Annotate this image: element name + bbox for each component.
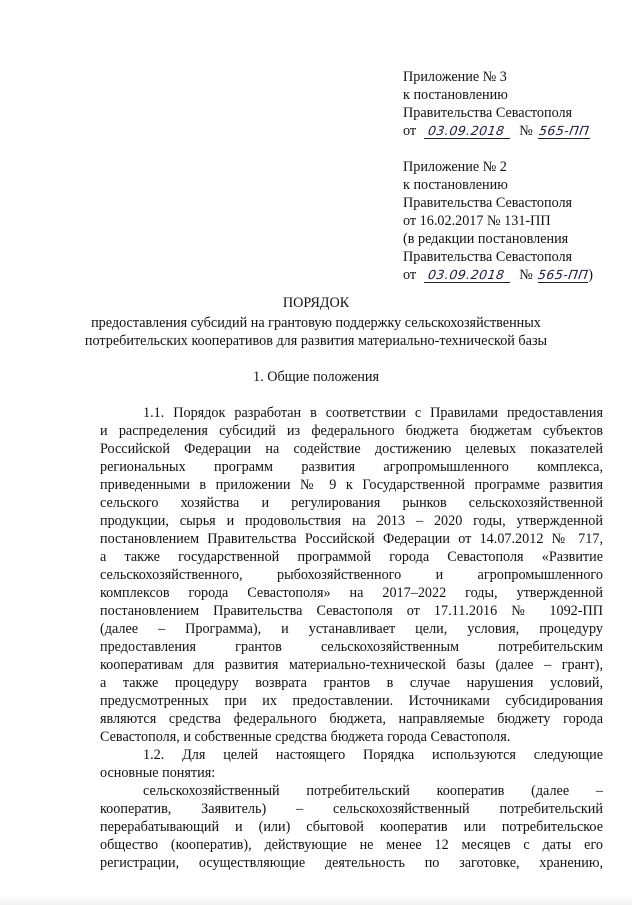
- body-line: комплексов города Севастополя» на 2017–2022 годы, утвержденной: [100, 585, 603, 601]
- body-line: продукции, сырья и продовольствия на 2013 – 2020 годы, утвержденной: [100, 513, 603, 529]
- handwritten-number: 565-ПП: [538, 123, 591, 138]
- appendix-3-line2: к постановлению: [403, 87, 508, 103]
- body-line: постановлением Правительства Севастополя от 17.11.2016 № 1092-ПП: [100, 603, 603, 619]
- body-line: кооператив, Заявитель) – сельскохозяйственный потребительский: [100, 801, 603, 817]
- body-line: являются средства федерального бюджета, направляемые бюджету города: [100, 711, 603, 727]
- closing-paren: ): [588, 267, 594, 283]
- appendix-3-line3: Правительства Севастополя: [403, 105, 573, 121]
- body-line: и распределения субсидий из федерального бюджета бюджетам субъектов: [100, 423, 603, 439]
- body-line: общество (кооператив), действующие не менее 12 месяцев с даты его: [100, 837, 603, 853]
- body-line: перерабатывающий и (или) сбытовой кооператив или потребительское: [100, 819, 603, 835]
- appendix-3-title: Приложение № 3: [403, 69, 507, 85]
- body-line: регистрации, осуществляющие деятельность по заготовке, хранению,: [100, 855, 603, 871]
- document-title: ПОРЯДОК: [282, 295, 350, 311]
- body-line: Севастополя, и собственные средства бюджета города Севастополя.: [100, 729, 511, 745]
- body-line: а также процедуру возврата грантов в случае нарушения условий,: [100, 675, 603, 691]
- body-line: сельскохозяйственного, рыбохозяйственного и агропромышленного: [100, 567, 603, 583]
- body-line: 1.2. Для целей настоящего Порядка используются следующие: [143, 747, 603, 763]
- body-line: предусмотренных при их предоставлении. Источниками субсидирования: [100, 693, 603, 709]
- appendix-2-title: Приложение № 2: [403, 159, 507, 175]
- body-line: приведенными в приложении № 9 к Государственной программе развития: [100, 477, 603, 493]
- appendix-3-date-line: [403, 122, 590, 140]
- number-prefix: №: [519, 123, 533, 139]
- document-subtitle-2: потребительских кооперативов для развития материально-технической базы: [84, 333, 548, 349]
- appendix-2-line5: (в редакции постановления: [403, 231, 569, 247]
- body-line: 1.1. Порядок разработан в соответствии с Правилами предоставления: [143, 405, 603, 421]
- handwritten-number: 565-ПП: [537, 267, 590, 282]
- appendix-2-line3: Правительства Севастополя: [403, 195, 573, 211]
- body-line: сельского хозяйства и регулирования рынков сельскохозяйственной: [100, 495, 603, 511]
- appendix-2-line2: к постановлению: [403, 177, 508, 193]
- body-line: (далее – Программа), и устанавливает цели, условия, процедуру: [100, 621, 603, 637]
- body-line: основные понятия:: [100, 765, 216, 781]
- body-line: а также государственной программой города Севастополя «Развитие: [100, 549, 603, 565]
- appendix-2-line6: Правительства Севастополя: [403, 249, 573, 265]
- section-heading: 1. Общие положения: [253, 369, 379, 385]
- body-line: региональных программ развития агропромышленного комплекса,: [100, 459, 603, 475]
- page-bottom-edge: [0, 896, 632, 905]
- body-line: предоставления грантов сельскохозяйственным потребительским: [100, 639, 603, 655]
- handwritten-date: 03.09.2018: [427, 267, 507, 282]
- from-prefix: от: [403, 123, 417, 139]
- body-line: кооперативам для развития материально-технической базы (далее – грант),: [100, 657, 603, 673]
- body-line: Российской Федерации на содействие достижению целевых показателей: [100, 441, 603, 457]
- body-line: постановлением Правительства Российской Федерации от 14.07.2012 № 717,: [100, 531, 603, 547]
- from-prefix: от: [403, 267, 417, 283]
- appendix-2-line4: от 16.02.2017 № 131-ПП: [403, 213, 551, 229]
- body-line: сельскохозяйственный потребительский кооператив (далее –: [143, 783, 603, 799]
- appendix-2-date-line: [403, 266, 593, 284]
- number-prefix: №: [519, 267, 533, 283]
- handwritten-date: 03.09.2018: [427, 123, 507, 138]
- document-subtitle-1: предоставления субсидий на грантовую поддержку сельскохозяйственных: [91, 315, 541, 331]
